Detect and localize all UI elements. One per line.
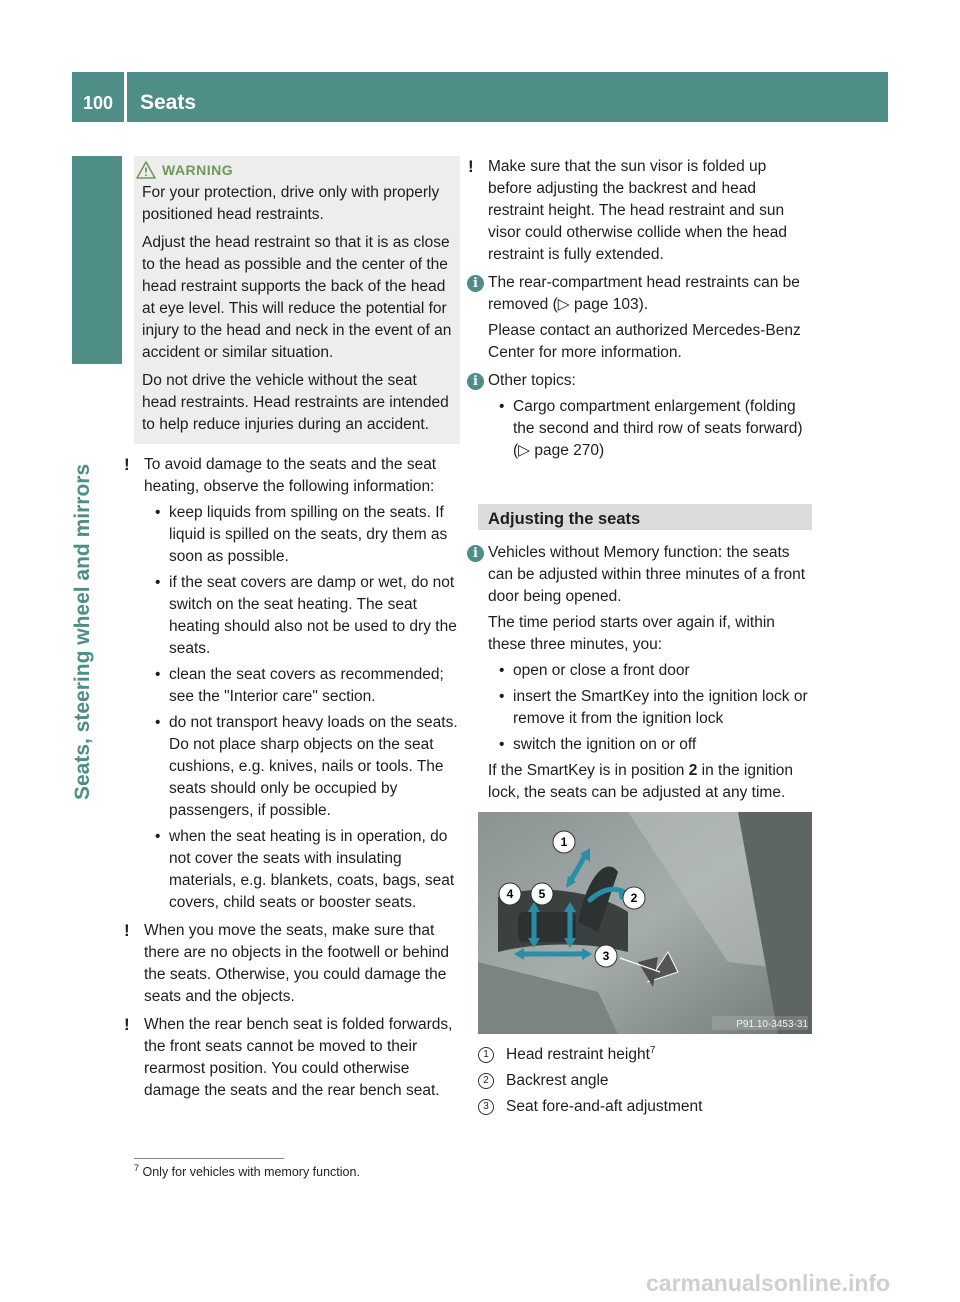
header-divider (124, 72, 127, 122)
watermark: carmanualsonline.info (646, 1270, 891, 1296)
figure-callout: 5 (538, 887, 546, 901)
seat-controls-figure (478, 812, 812, 1034)
warning-triangle-icon (136, 160, 156, 180)
caution-note (124, 1014, 460, 1102)
chapter-label: Seats, steering wheel and mirrors (71, 463, 94, 800)
caution-note (468, 156, 812, 266)
warning-box (134, 156, 460, 444)
caution-mark-icon: ! (124, 455, 130, 474)
note-text: The rear-compartment head restraints can be removed (▷ page 103). (488, 274, 800, 313)
footnote-text: Only for vehicles with memory function. (142, 1165, 360, 1179)
left-column (124, 156, 460, 1108)
legend-text: Backrest angle (506, 1072, 609, 1089)
list-item: • open or close a front door (498, 660, 812, 682)
note-text: To avoid damage to the seats and the seat heating, observe the following information: (144, 456, 437, 495)
list-item: • insert the SmartKey into the ignition lock or remove it from the ignition lock (498, 686, 812, 730)
warning-paragraph: Adjust the head restraint so that it is as close to the head as possible and the center of the head restraint supports the back of the head at eye level. This will reduce the potential for injury to the head and neck in the event of an accident or similar situation. (142, 234, 452, 361)
figure-code: P91.10-3453-31 (736, 1019, 808, 1030)
warning-paragraph: For your protection, drive only with properly positioned head restraints. (142, 184, 440, 223)
info-icon: i (467, 275, 484, 292)
note-text: The time period starts over again if, within these three minutes, you: (488, 614, 775, 653)
note-text: Please contact an authorized Mercedes-Benz Center for more information. (488, 322, 801, 361)
list-item: • keep liquids from spilling on the seats. If liquid is spilled on the seats, dry them as soon as possible. (154, 502, 460, 568)
legend-item (478, 1044, 812, 1066)
caution-note (124, 920, 460, 1008)
footnote-number: 7 (134, 1162, 140, 1173)
caution-mark-icon: ! (468, 157, 474, 176)
figure-callout: 3 (602, 949, 610, 963)
list-item: • clean the seat covers as recommended; see the "Interior care" section. (154, 664, 460, 708)
page-title: Seats (140, 91, 197, 114)
note-text: Other topics: (488, 372, 576, 389)
caution-mark-icon: ! (124, 1015, 130, 1034)
info-note (473, 272, 812, 364)
warning-title: WARNING (162, 162, 234, 178)
list-item: • if the seat covers are damp or wet, do not switch on the seat heating. The seat heating should also not be used to dry the seats. (154, 572, 460, 660)
callout-number: 3 (478, 1099, 494, 1115)
section-heading: Adjusting the seats (478, 504, 812, 530)
footnote (134, 1162, 360, 1179)
callout-number: 1 (478, 1047, 494, 1063)
legend-text: Seat fore-and-aft adjustment (506, 1098, 703, 1115)
page-number: 100 (82, 93, 114, 113)
list-item: • do not transport heavy loads on the seats. Do not place sharp objects on the seat cushions, e.g. knives, nails or tools. The seats should only be occupied by passengers, if possible. (154, 712, 460, 822)
caution-note (124, 454, 460, 914)
info-note (473, 542, 812, 804)
chapter-tab (72, 156, 122, 364)
legend-item (478, 1070, 812, 1092)
legend-text: Head restraint height (506, 1046, 650, 1063)
figure-callout: 1 (560, 835, 568, 849)
note-text: When the rear bench seat is folded forwards, the front seats cannot be moved to their rearmost position. You could otherwise damage the seats and the rear bench seat. (144, 1016, 453, 1099)
info-icon: i (467, 373, 484, 390)
footnote-rule (134, 1158, 284, 1159)
figure-callout: 4 (506, 887, 514, 901)
info-icon: i (467, 545, 484, 562)
note-text: Vehicles without Memory function: the seats can be adjusted within three minutes of a front door being opened. (488, 544, 806, 605)
figure-callout: 2 (630, 891, 638, 905)
note-text: If the SmartKey is in position 2 in the ignition lock, the seats can be adjusted at any time. (488, 762, 794, 801)
caution-mark-icon: ! (124, 921, 130, 940)
info-note (473, 370, 812, 462)
right-column (468, 156, 812, 1122)
footnote-ref: 7 (649, 1044, 656, 1056)
legend-item (478, 1096, 812, 1118)
warning-paragraph: Do not drive the vehicle without the seat head restraints. Head restraints are intended to help reduce injuries during an accident. (142, 372, 449, 433)
list-item: • switch the ignition on or off (498, 734, 812, 756)
list-item: • when the seat heating is in operation, do not cover the seats with insulating materials, e.g. blankets, coats, bags, seat covers, child seats or booster seats. (154, 826, 460, 914)
warning-header (136, 158, 452, 182)
note-text: Make sure that the sun visor is folded up before adjusting the backrest and head restraint height. The head restraint and sun visor could otherwise collide when the head restraint is fully extended. (488, 158, 787, 263)
note-text: When you move the seats, make sure that there are no objects in the footwell or behind the seats. Otherwise, you could damage the seats and the objects. (144, 922, 450, 1005)
list-item: • Cargo compartment enlargement (folding the second and third row of seats forward) (▷ page 270) (498, 396, 812, 462)
callout-number: 2 (478, 1073, 494, 1089)
